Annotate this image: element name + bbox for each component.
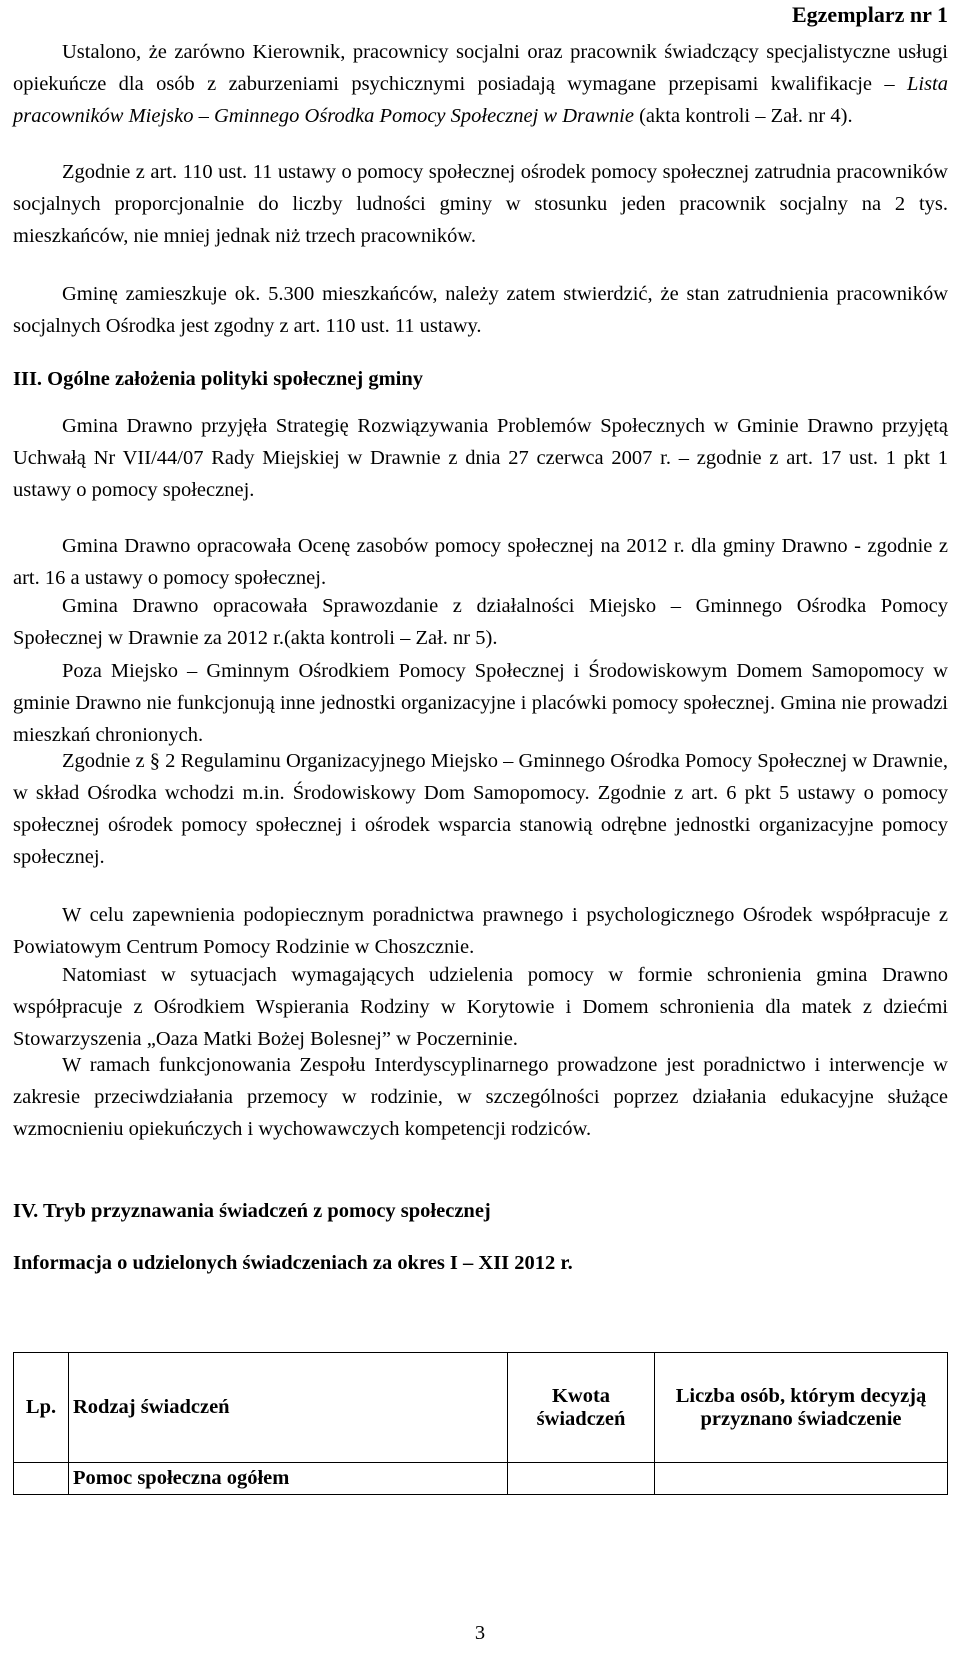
- section-heading-iv: IV. Tryb przyznawania świadczeń z pomocy społecznej: [13, 1200, 491, 1222]
- benefits-table: [13, 1352, 948, 1495]
- cell-benefit-type: Pomoc społeczna ogółem: [69, 1463, 508, 1495]
- copy-number-label: Egzemplarz nr 1: [791, 2, 948, 27]
- paragraph-assessment: Gmina Drawno opracowała Ocenę zasobów pomocy społecznej na 2012 r. dla gminy Drawno - zgodnie z art. 16 a ustawy o pomocy społecznej.: [13, 535, 948, 589]
- cell-lp: [14, 1463, 69, 1495]
- paragraph-staff-qualifications: [13, 36, 948, 132]
- paragraph-population: Gminę zamieszkuje ok. 5.300 mieszkańców, należy zatem stwierdzić, że stan zatrudnienia pracowników socjalnych Ośrodka jest zgodny z art. 110 ust. 11 ustawy.: [13, 283, 948, 337]
- header-persons: Liczba osób, którym decyzją przyznano świadczenie: [655, 1353, 948, 1463]
- page-number: 3: [474, 1622, 486, 1644]
- table-caption: Informacja o udzielonych świadczeniach za okres I – XII 2012 r.: [13, 1252, 573, 1274]
- italic-reference: Lista pracowników Miejsko – Gminnego Ośrodka Pomocy Społecznej w Drawnie: [13, 73, 948, 127]
- cell-amount: [508, 1463, 655, 1495]
- table-header-row: [14, 1353, 948, 1463]
- paragraph-regulations: Zgodnie z § 2 Regulaminu Organizacyjnego Miejsko – Gminnego Ośrodka Pomocy Społecznej w Drawnie, w skład Ośrodka wchodzi m.in. Środowiskowy Dom Samopomocy. Zgodnie z art. 6 pkt 5 ustawy o pomocy społecznej ośrodek pomocy społecznej i ośrodek wsparcia stanowią odrębne jednostki organizacyjne pomocy społecznej.: [13, 750, 948, 868]
- section-heading-iii: III. Ogólne założenia polityki społecznej gminy: [13, 368, 423, 390]
- paragraph-strategy: Gmina Drawno przyjęła Strategię Rozwiązywania Problemów Społecznych w Gminie Drawno przyjętą Uchwałą Nr VII/44/07 Rady Miejskiej w Drawnie z dnia 27 czerwca 2007 r. – zgodnie z art. 17 ust. 1 pkt 1 ustawy o pomocy społecznej.: [13, 415, 948, 501]
- paragraph-interdisciplinary-team: W ramach funkcjonowania Zespołu Interdyscyplinarnego prowadzone jest poradnictwo i interwencje w zakresie przeciwdziałania przemocy w rodzinie, w szczególności poprzez działania edukacyjne służące wzmocnieniu opiekuńczych i wychowawczych kompetencji rodziców.: [13, 1054, 948, 1140]
- table-row: [14, 1463, 948, 1495]
- header-benefit-type: Rodzaj świadczeń: [69, 1353, 508, 1463]
- paragraph-staffing-rule: Zgodnie z art. 110 ust. 11 ustawy o pomocy społecznej ośrodek pomocy społecznej zatrudnia pracowników socjalnych proporcjonalnie do liczby ludności gminy w stosunku jeden pracownik socjalny na 2 tys. mieszkańców, nie mniej jednak niż trzech pracowników.: [13, 161, 948, 247]
- paragraph-other-units: Poza Miejsko – Gminnym Ośrodkiem Pomocy Społecznej i Środowiskowym Domem Samopomocy w gminie Drawno nie funkcjonują inne jednostki organizacyjne i placówki pomocy społecznej. Gmina nie prowadzi mieszkań chronionych.: [13, 660, 948, 746]
- header-lp: Lp.: [14, 1353, 69, 1463]
- cell-persons: [655, 1463, 948, 1495]
- paragraph-report: Gmina Drawno opracowała Sprawozdanie z działalności Miejsko – Gminnego Ośrodka Pomocy Społecznej w Drawnie za 2012 r.(akta kontroli – Zał. nr 5).: [13, 595, 948, 649]
- paragraph-text: Ustalono, że zarówno Kierownik, pracownicy socjalni oraz pracownik świadczący specjalistyczne usługi opiekuńcze dla osób z zaburzeniami psychicznymi posiadają wymagane przepisami kwalifikacje –: [13, 41, 948, 95]
- paragraph-text: (akta kontroli – Zał. nr 4).: [633, 105, 853, 127]
- paragraph-shelter: Natomiast w sytuacjach wymagających udzielenia pomocy w formie schronienia gmina Drawno współpracuje z Ośrodkiem Wspierania Rodziny w Korytowie i Domem schronienia dla matek z dziećmi Stowarzyszenia „Oaza Matki Bożej Bolesnej” w Poczerninie.: [13, 964, 948, 1050]
- paragraph-counselling: W celu zapewnienia podopiecznym poradnictwa prawnego i psychologicznego Ośrodek współpracuje z Powiatowym Centrum Pomocy Rodzinie w Choszcznie.: [13, 904, 948, 958]
- header-amount: Kwota świadczeń: [508, 1353, 655, 1463]
